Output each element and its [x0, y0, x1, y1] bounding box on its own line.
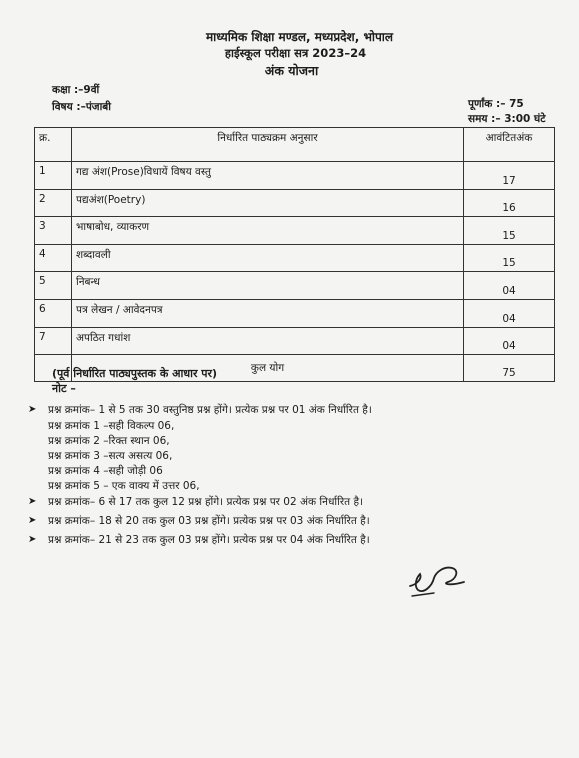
arrow-bullet-icon: ➤ — [28, 534, 37, 545]
row-marks: 04 — [464, 299, 555, 327]
row-marks: 15 — [464, 217, 555, 245]
row-marks: 15 — [464, 244, 555, 272]
header-topic: निर्धारित पाठ्यक्रम अनुसार — [72, 128, 464, 162]
subject-label: विषय :–पंजाबी — [52, 101, 112, 113]
note-line: प्रश्न क्रमांक– 18 से 20 तक कुल 03 प्रश्न होंगे। प्रत्येक प्रश्न पर 03 अंक निर्धारित है। — [48, 515, 370, 527]
row-marks: 17 — [464, 162, 555, 190]
table-row — [35, 244, 555, 272]
table-header-row — [35, 128, 555, 162]
note-line: प्रश्न क्रमांक– 6 से 17 तक कुल 12 प्रश्न होंगे। प्रत्येक प्रश्न पर 02 अंक निर्धारित है। — [48, 496, 364, 508]
header-sr: क्र. — [35, 128, 72, 162]
full-marks-label: पूर्णांक :– 75 — [468, 98, 524, 110]
arrow-bullet-icon: ➤ — [28, 404, 37, 415]
row-topic: शब्दावली — [72, 244, 464, 272]
table-row — [35, 217, 555, 245]
note-line: प्रश्न क्रमांक 4 –सही जोड़ी 06 — [48, 465, 163, 477]
note-line: प्रश्न क्रमांक 1 –सही विकल्प 06, — [48, 420, 175, 432]
note-line: प्रश्न क्रमांक 2 –रिक्त स्थान 06, — [48, 435, 170, 447]
row-sr: 7 — [35, 327, 72, 355]
signature-mark — [404, 556, 472, 600]
row-marks: 04 — [464, 272, 555, 300]
table-row — [35, 299, 555, 327]
time-label: समय :– 3:00 घंटे — [468, 113, 546, 125]
row-sr: 2 — [35, 189, 72, 217]
class-label: कक्षा :–9वीं — [52, 84, 100, 96]
row-marks: 04 — [464, 327, 555, 355]
row-topic: पत्र लेखन / आवेदनपत्र — [72, 299, 464, 327]
total-marks: 75 — [464, 355, 555, 382]
arrow-bullet-icon: ➤ — [28, 515, 37, 526]
table-row — [35, 162, 555, 190]
total-label: कुल योग — [72, 355, 464, 382]
board-name: माध्यमिक शिक्षा मण्डल, मध्यप्रदेश, भोपाल — [205, 30, 394, 44]
arrow-bullet-icon: ➤ — [28, 496, 37, 507]
row-topic: निबन्ध — [72, 272, 464, 300]
note-line: प्रश्न क्रमांक– 21 से 23 तक कुल 03 प्रश्न होंगे। प्रत्येक प्रश्न पर 04 अंक निर्धारित है। — [48, 534, 370, 546]
table-row — [35, 327, 555, 355]
row-sr: 5 — [35, 272, 72, 300]
note-line: प्रश्न क्रमांक– 1 से 5 तक 30 वस्तुनिष्ठ प्रश्न होंगे। प्रत्येक प्रश्न पर 01 अंक निर्धारित है। — [48, 404, 372, 416]
row-topic: पद्यअंश(Poetry) — [72, 189, 464, 217]
exam-session: हाईस्कूल परीक्षा सत्र 2023–24 — [224, 46, 367, 60]
basis-note: (पूर्व निर्धारित पाठ्यपुस्तक के आधार पर) — [52, 367, 218, 380]
row-sr: 1 — [35, 162, 72, 190]
table-row — [35, 272, 555, 300]
row-marks: 16 — [464, 189, 555, 217]
row-topic: अपठित गधांश — [72, 327, 464, 355]
row-topic: भाषाबोध, व्याकरण — [72, 217, 464, 245]
marks-table — [34, 127, 555, 382]
note-label: नोट – — [52, 382, 76, 395]
row-topic: गद्य अंश(Prose)विधायें विषय वस्तु — [72, 162, 464, 190]
table-row — [35, 189, 555, 217]
row-sr: 6 — [35, 299, 72, 327]
row-sr: 3 — [35, 217, 72, 245]
header-marks: आवंटितअंक — [464, 128, 555, 162]
note-line: प्रश्न क्रमांक 3 –सत्य असत्य 06, — [48, 450, 173, 462]
note-line: प्रश्न क्रमांक 5 – एक वाक्य में उत्तर 06, — [48, 480, 200, 492]
row-sr: 4 — [35, 244, 72, 272]
page-title: अंक योजना — [264, 63, 319, 78]
